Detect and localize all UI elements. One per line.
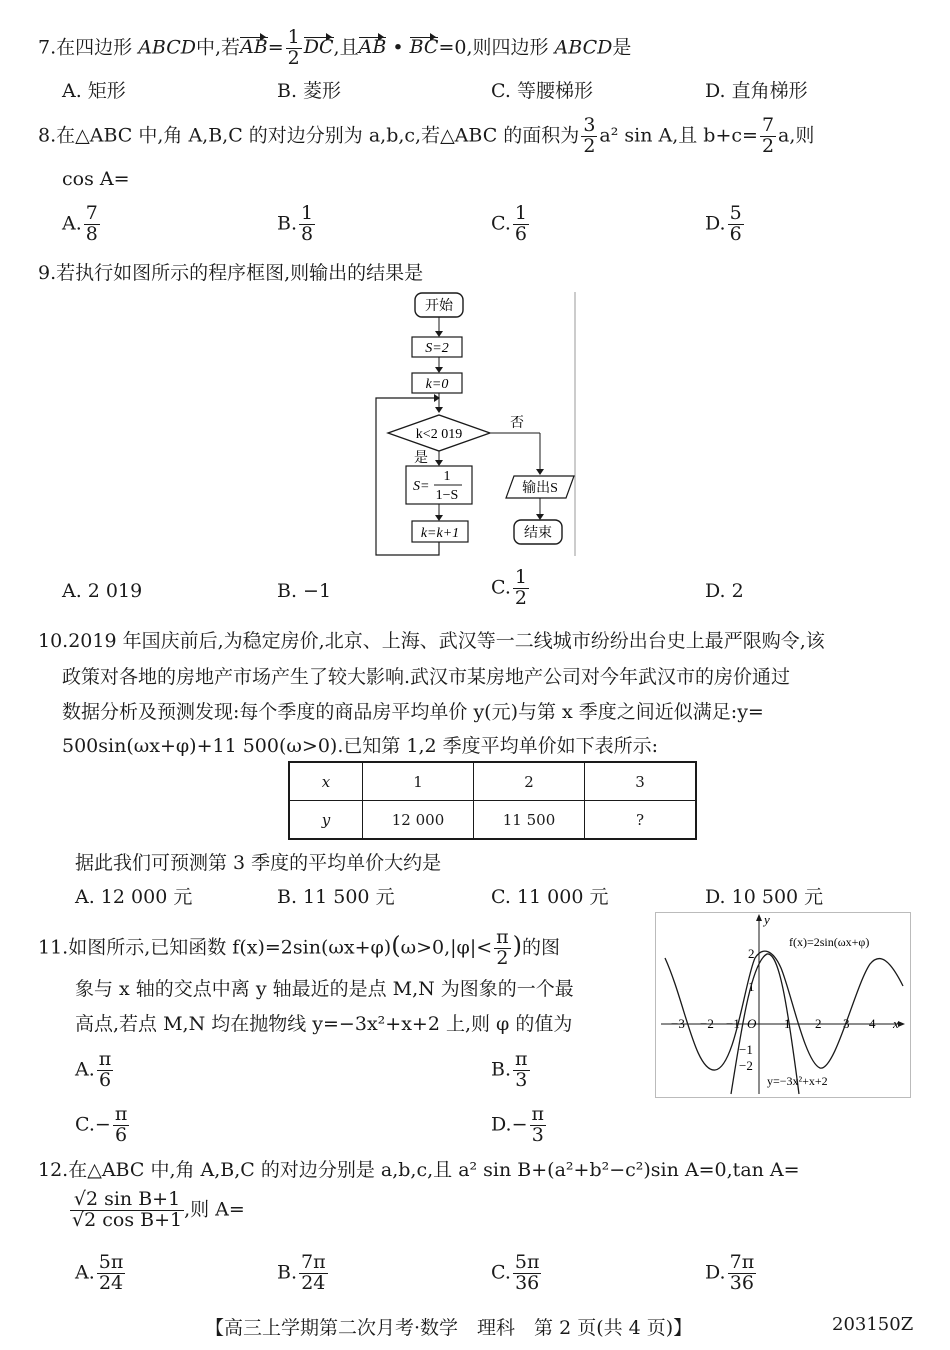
flow-k0: k=0 bbox=[425, 377, 449, 392]
q11-option-a[interactable]: A. $\frac{\pi}{6}$ bbox=[75, 1048, 112, 1091]
axis-x-label: x bbox=[893, 1016, 899, 1031]
half-fraction: $\frac{1}{2}$ bbox=[287, 26, 300, 69]
q9-stem: 9.若执行如图所示的程序框图,则输出的结果是 bbox=[38, 262, 424, 284]
q12-option-d[interactable]: D. $\frac{7\pi}{36}$ bbox=[705, 1251, 755, 1294]
q8-option-c[interactable]: C. $\frac{1}{6}$ bbox=[491, 202, 527, 245]
ytick: −2 bbox=[739, 1058, 753, 1073]
flow-assign: S= bbox=[413, 479, 430, 494]
p-label: y=−3x²+x+2 bbox=[767, 1074, 828, 1088]
xtick: −2 bbox=[700, 1016, 714, 1031]
q9-option-d[interactable]: D. 2 bbox=[705, 580, 744, 602]
q9-option-b[interactable]: B. −1 bbox=[277, 580, 332, 602]
xtick: 3 bbox=[843, 1016, 850, 1031]
axis-origin: O bbox=[747, 1016, 757, 1031]
paper-code: 203150Z bbox=[832, 1314, 914, 1335]
q11-option-b[interactable]: B. $\frac{\pi}{3}$ bbox=[491, 1048, 528, 1091]
flow-no: 否 bbox=[510, 416, 524, 431]
q8-option-a[interactable]: A. $\frac{7}{8}$ bbox=[62, 202, 98, 245]
q7-option-a[interactable]: A. 矩形 bbox=[62, 80, 126, 102]
sine-curve bbox=[665, 951, 903, 1070]
flow-s2: S=2 bbox=[425, 341, 449, 356]
q12-line2: $\frac{\text{√2 sin B+1}}{\text{√2 cos B+1}}$ ,则 A= bbox=[72, 1188, 245, 1231]
q10-table bbox=[288, 761, 697, 840]
xtick: 2 bbox=[815, 1016, 822, 1031]
flowchart bbox=[370, 290, 580, 560]
q11-line1: 11.如图所示,已知函数 f(x)=2sin(ωx+φ)(ω>0,|φ|< $\frac{\pi}{2}$ )的图 bbox=[38, 926, 561, 969]
q10-line4: 500sin(ωx+φ)+11 500(ω>0).已知第 1,2 季度平均单价如下表所示: bbox=[62, 735, 659, 757]
ytick: −1 bbox=[739, 1042, 753, 1057]
q7-option-c[interactable]: C. 等腰梯形 bbox=[491, 80, 593, 102]
q10-line1: 10.2019 年国庆前后,为稳定房价,北京、上海、武汉等一二线城市纷纷出台史上最严限购令,该 bbox=[38, 630, 825, 652]
flow-inc: k=k+1 bbox=[420, 526, 460, 541]
q11-line2: 象与 x 轴的交点中离 y 轴最近的是点 M,N 为图象的一个最 bbox=[75, 978, 574, 1000]
q11-option-d[interactable]: D.− $\frac{\pi}{3}$ bbox=[491, 1103, 545, 1146]
q11-graph bbox=[655, 912, 911, 1098]
q10-option-a[interactable]: A. 12 000 元 bbox=[75, 886, 193, 908]
flow-start: 开始 bbox=[425, 299, 453, 314]
ytick: 2 bbox=[748, 946, 755, 961]
f-label: f(x)=2sin(ωx+φ) bbox=[789, 935, 870, 949]
q12-option-c[interactable]: C. $\frac{5\pi}{36}$ bbox=[491, 1251, 540, 1294]
q11-line3: 高点,若点 M,N 均在抛物线 y=−3x²+x+2 上,则 φ 的值为 bbox=[75, 1013, 573, 1035]
xtick: 4 bbox=[869, 1016, 876, 1031]
xtick: −1 bbox=[726, 1016, 740, 1031]
flow-end: 结束 bbox=[524, 526, 552, 541]
q10-line2: 政策对各地的房地产市场产生了较大影响.武汉市某房地产公司对今年武汉市的房价通过 bbox=[62, 666, 791, 688]
q7-option-d[interactable]: D. 直角梯形 bbox=[705, 80, 808, 102]
q12-line1: 12.在△ABC 中,角 A,B,C 的对边分别是 a,b,c,且 a² sin B+(a²+b²−c²)sin A=0,tan A= bbox=[38, 1159, 800, 1181]
q9-option-c[interactable]: C. $\frac{1}{2}$ bbox=[491, 566, 527, 609]
q8-option-d[interactable]: D. $\frac{5}{6}$ bbox=[705, 202, 742, 245]
q11-option-c[interactable]: C.− $\frac{\pi}{6}$ bbox=[75, 1103, 128, 1146]
flow-assign-num: 1 bbox=[443, 469, 451, 484]
q10-option-b[interactable]: B. 11 500 元 bbox=[277, 886, 395, 908]
xtick: 1 bbox=[784, 1016, 791, 1031]
flow-output: 输出S bbox=[522, 481, 558, 496]
page-footer: 【高三上学期第二次月考·数学 理科 第 2 页(共 4 页)】 bbox=[205, 1317, 693, 1339]
q9-option-a[interactable]: A. 2 019 bbox=[62, 580, 143, 602]
q8-option-b[interactable]: B. $\frac{1}{8}$ bbox=[277, 202, 314, 245]
q7-option-b[interactable]: B. 菱形 bbox=[277, 80, 342, 102]
q10-option-c[interactable]: C. 11 000 元 bbox=[491, 886, 609, 908]
flow-cond: k<2 019 bbox=[415, 427, 463, 442]
q12-option-b[interactable]: B. $\frac{7\pi}{24}$ bbox=[277, 1251, 326, 1294]
q8-stem-line2: cos A= bbox=[62, 168, 130, 190]
q8-stem: 8.在△ABC 中,角 A,B,C 的对边分别为 a,b,c,若△ABC 的面积为 $\frac{3}{2}$ a² sin A,且 b+c= $\frac{7}{2}$ a,则 bbox=[38, 114, 815, 157]
q10-line3: 数据分析及预测发现:每个季度的商品房平均单价 y(元)与第 x 季度之间近似满足:y= bbox=[62, 701, 764, 723]
table-row: x 1 2 3 bbox=[289, 762, 696, 801]
q7-stem: 7.在四边形 ABCD中,若AB= $\frac{1}{2}$ DC,且AB • BC=0,则四边形 ABCD是 bbox=[38, 26, 632, 69]
ytick: 1 bbox=[748, 979, 755, 994]
flow-yes: 是 bbox=[414, 451, 428, 466]
xtick: −3 bbox=[671, 1016, 685, 1031]
q10-question: 据此我们可预测第 3 季度的平均单价大约是 bbox=[75, 852, 442, 874]
axis-y-label: y bbox=[764, 912, 770, 927]
flow-assign-den: 1−S bbox=[435, 488, 459, 503]
table-row: y 12 000 11 500 ? bbox=[289, 801, 696, 840]
q10-option-d[interactable]: D. 10 500 元 bbox=[705, 886, 824, 908]
q12-option-a[interactable]: A. $\frac{5\pi}{24}$ bbox=[75, 1251, 124, 1294]
